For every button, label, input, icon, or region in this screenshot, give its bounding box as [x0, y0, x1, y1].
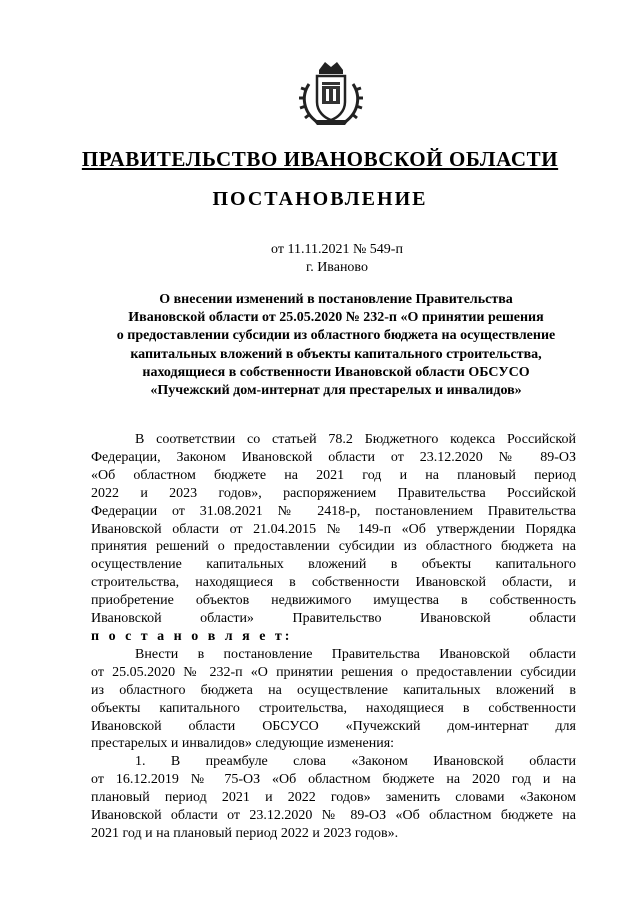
preamble-line: «Об областном бюджете на 2021 год и на плановый период: [91, 467, 576, 483]
organization-title: ПРАВИТЕЛЬСТВО ИВАНОВСКОЙ ОБЛАСТИ: [81, 147, 559, 171]
city: г. Иваново: [306, 260, 368, 275]
item1-line: 1. В преамбуле слова «Законом Ивановской области: [135, 754, 576, 770]
title-line: о предоставлении субсидии из областного бюджета на осуществление: [116, 328, 556, 344]
preamble-line: принятия решений о предоставлении субсидии из областного бюджета на: [91, 539, 576, 555]
item1-line: 2021 год и на плановый период 2022 и 2023 годов».: [91, 825, 399, 841]
main-line: из областного бюджета на осуществление капитальных вложений в: [91, 682, 576, 698]
preamble-line: строительства, находящиеся в собственности Ивановской области, и: [91, 575, 576, 591]
main-line: Ивановской области ОБСУСО «Пучежский дом-интернат для: [91, 718, 576, 734]
preamble-line: приобретение объектов недвижимого имущества в собственность: [91, 593, 576, 609]
document-title: [86, 291, 586, 400]
preamble-line: Федерации, Законом Ивановской области от 23.12.2020 № 89-ОЗ: [91, 449, 576, 465]
document-body: [91, 431, 576, 843]
title-line: находящиеся в собственности Ивановской области ОБСУСО: [142, 364, 530, 380]
title-line: «Пучежский дом-интернат для престарелых и инвалидов»: [150, 383, 522, 399]
main-line: объекты капитального строительства, находящиеся в собственности: [91, 700, 576, 716]
title-line: Ивановской области от 25.05.2020 № 232-п «О принятии решения: [128, 310, 544, 326]
preamble-line: 2022 и 2023 годов», распоряжением Правительства Российской: [91, 485, 576, 501]
title-line: капитальных вложений в объекты капитального строительства,: [130, 346, 542, 362]
item1-line: плановый период 2021 и 2022 годов» заменить словами «Законом: [91, 790, 576, 806]
date-and-number: от 11.11.2021 № 549-п: [271, 242, 403, 257]
resolve-word: п о с т а н о в л я е т:: [91, 628, 293, 644]
title-line: О внесении изменений в постановление Правительства: [159, 292, 513, 307]
main-line: престарелых и инвалидов» следующие изменения:: [91, 736, 395, 752]
coat-of-arms-icon: [295, 56, 367, 128]
preamble-line: В соответствии со статьей 78.2 Бюджетного кодекса Российской: [135, 432, 576, 447]
document-kind: ПОСТАНОВЛЕНИЕ: [212, 188, 428, 210]
main-line: от 25.05.2020 № 232-п «О принятии решения о предоставлении субсидии: [91, 664, 576, 680]
preamble-line: Ивановской области от 21.04.2015 № 149-п «Об утверждении Порядка: [91, 521, 576, 537]
preamble-line: Ивановской области» Правительство Ивановской области: [91, 611, 576, 627]
item1-line: Ивановской области от 23.12.2020 № 89-ОЗ «Об областном бюджете на: [91, 808, 576, 824]
main-line: Внести в постановление Правительства Ивановской области: [135, 646, 576, 662]
item1-line: от 16.12.2019 № 75-ОЗ «Об областном бюджете на 2020 год и на: [91, 772, 576, 788]
preamble-line: Федерации от 31.08.2021 № 2418-р, постановлением Правительства: [91, 503, 576, 519]
preamble-line: осуществление капитальных вложений в объекты капитального: [91, 557, 576, 573]
